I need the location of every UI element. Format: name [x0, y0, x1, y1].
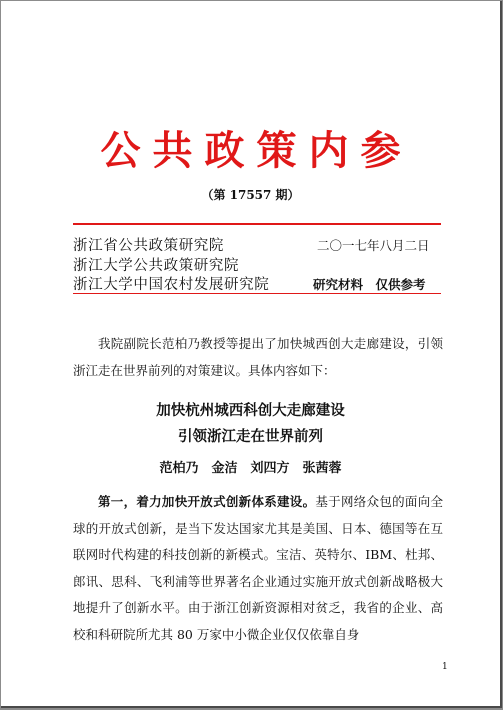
page-number: 1 — [442, 662, 448, 672]
header-rule-top — [73, 223, 441, 225]
institution-line: 浙江大学中国农村发展研究院 — [73, 277, 270, 293]
document-title: 公共政策内参 — [100, 127, 413, 174]
section-1-lead: 第一，着力加快开放式创新体系建设。 — [98, 494, 316, 509]
intro-paragraph: 我院副院长范柏乃教授等提出了加快城西创大走廊建设，引领浙江走在世界前列的对策建议。具体内容如下： — [73, 336, 443, 378]
institution-line: 浙江省公共政策研究院 — [73, 238, 224, 254]
disclaimer-note: 研究材料 仅供参考 — [313, 277, 426, 292]
institution-line: 浙江大学公共政策研究院 — [73, 258, 240, 274]
article-subtitle: 引领浙江走在世界前列 — [178, 428, 323, 445]
section-1-paragraph — [73, 489, 443, 648]
issue-number: （第 17557 期） — [201, 188, 300, 202]
article-title: 加快杭州城西科创大走廊建设 — [156, 402, 345, 419]
publish-date: 二〇一七年八月二日 — [317, 238, 430, 253]
header-rule-bottom — [73, 293, 441, 294]
section-1-body: 基于网络众包的面向全球的开放式创新，是当下发达国家尤其是美国、日本、德国等在互联网时代构建的科技创新的新模式。宝洁、英特尔、IBM、杜邦、郎讯、思科、飞利浦等世界著名企业通过实施开放式创新战略极大地提升了创新水平。由于浙江创新资源相对贫乏，我省的企业、高校和科研院所尤其 80 万家中小微企业仅仅依靠自身 — [73, 494, 443, 642]
article-authors: 范柏乃 金洁 刘四方 张茜蓉 — [159, 461, 342, 476]
document-page — [1, 1, 502, 708]
